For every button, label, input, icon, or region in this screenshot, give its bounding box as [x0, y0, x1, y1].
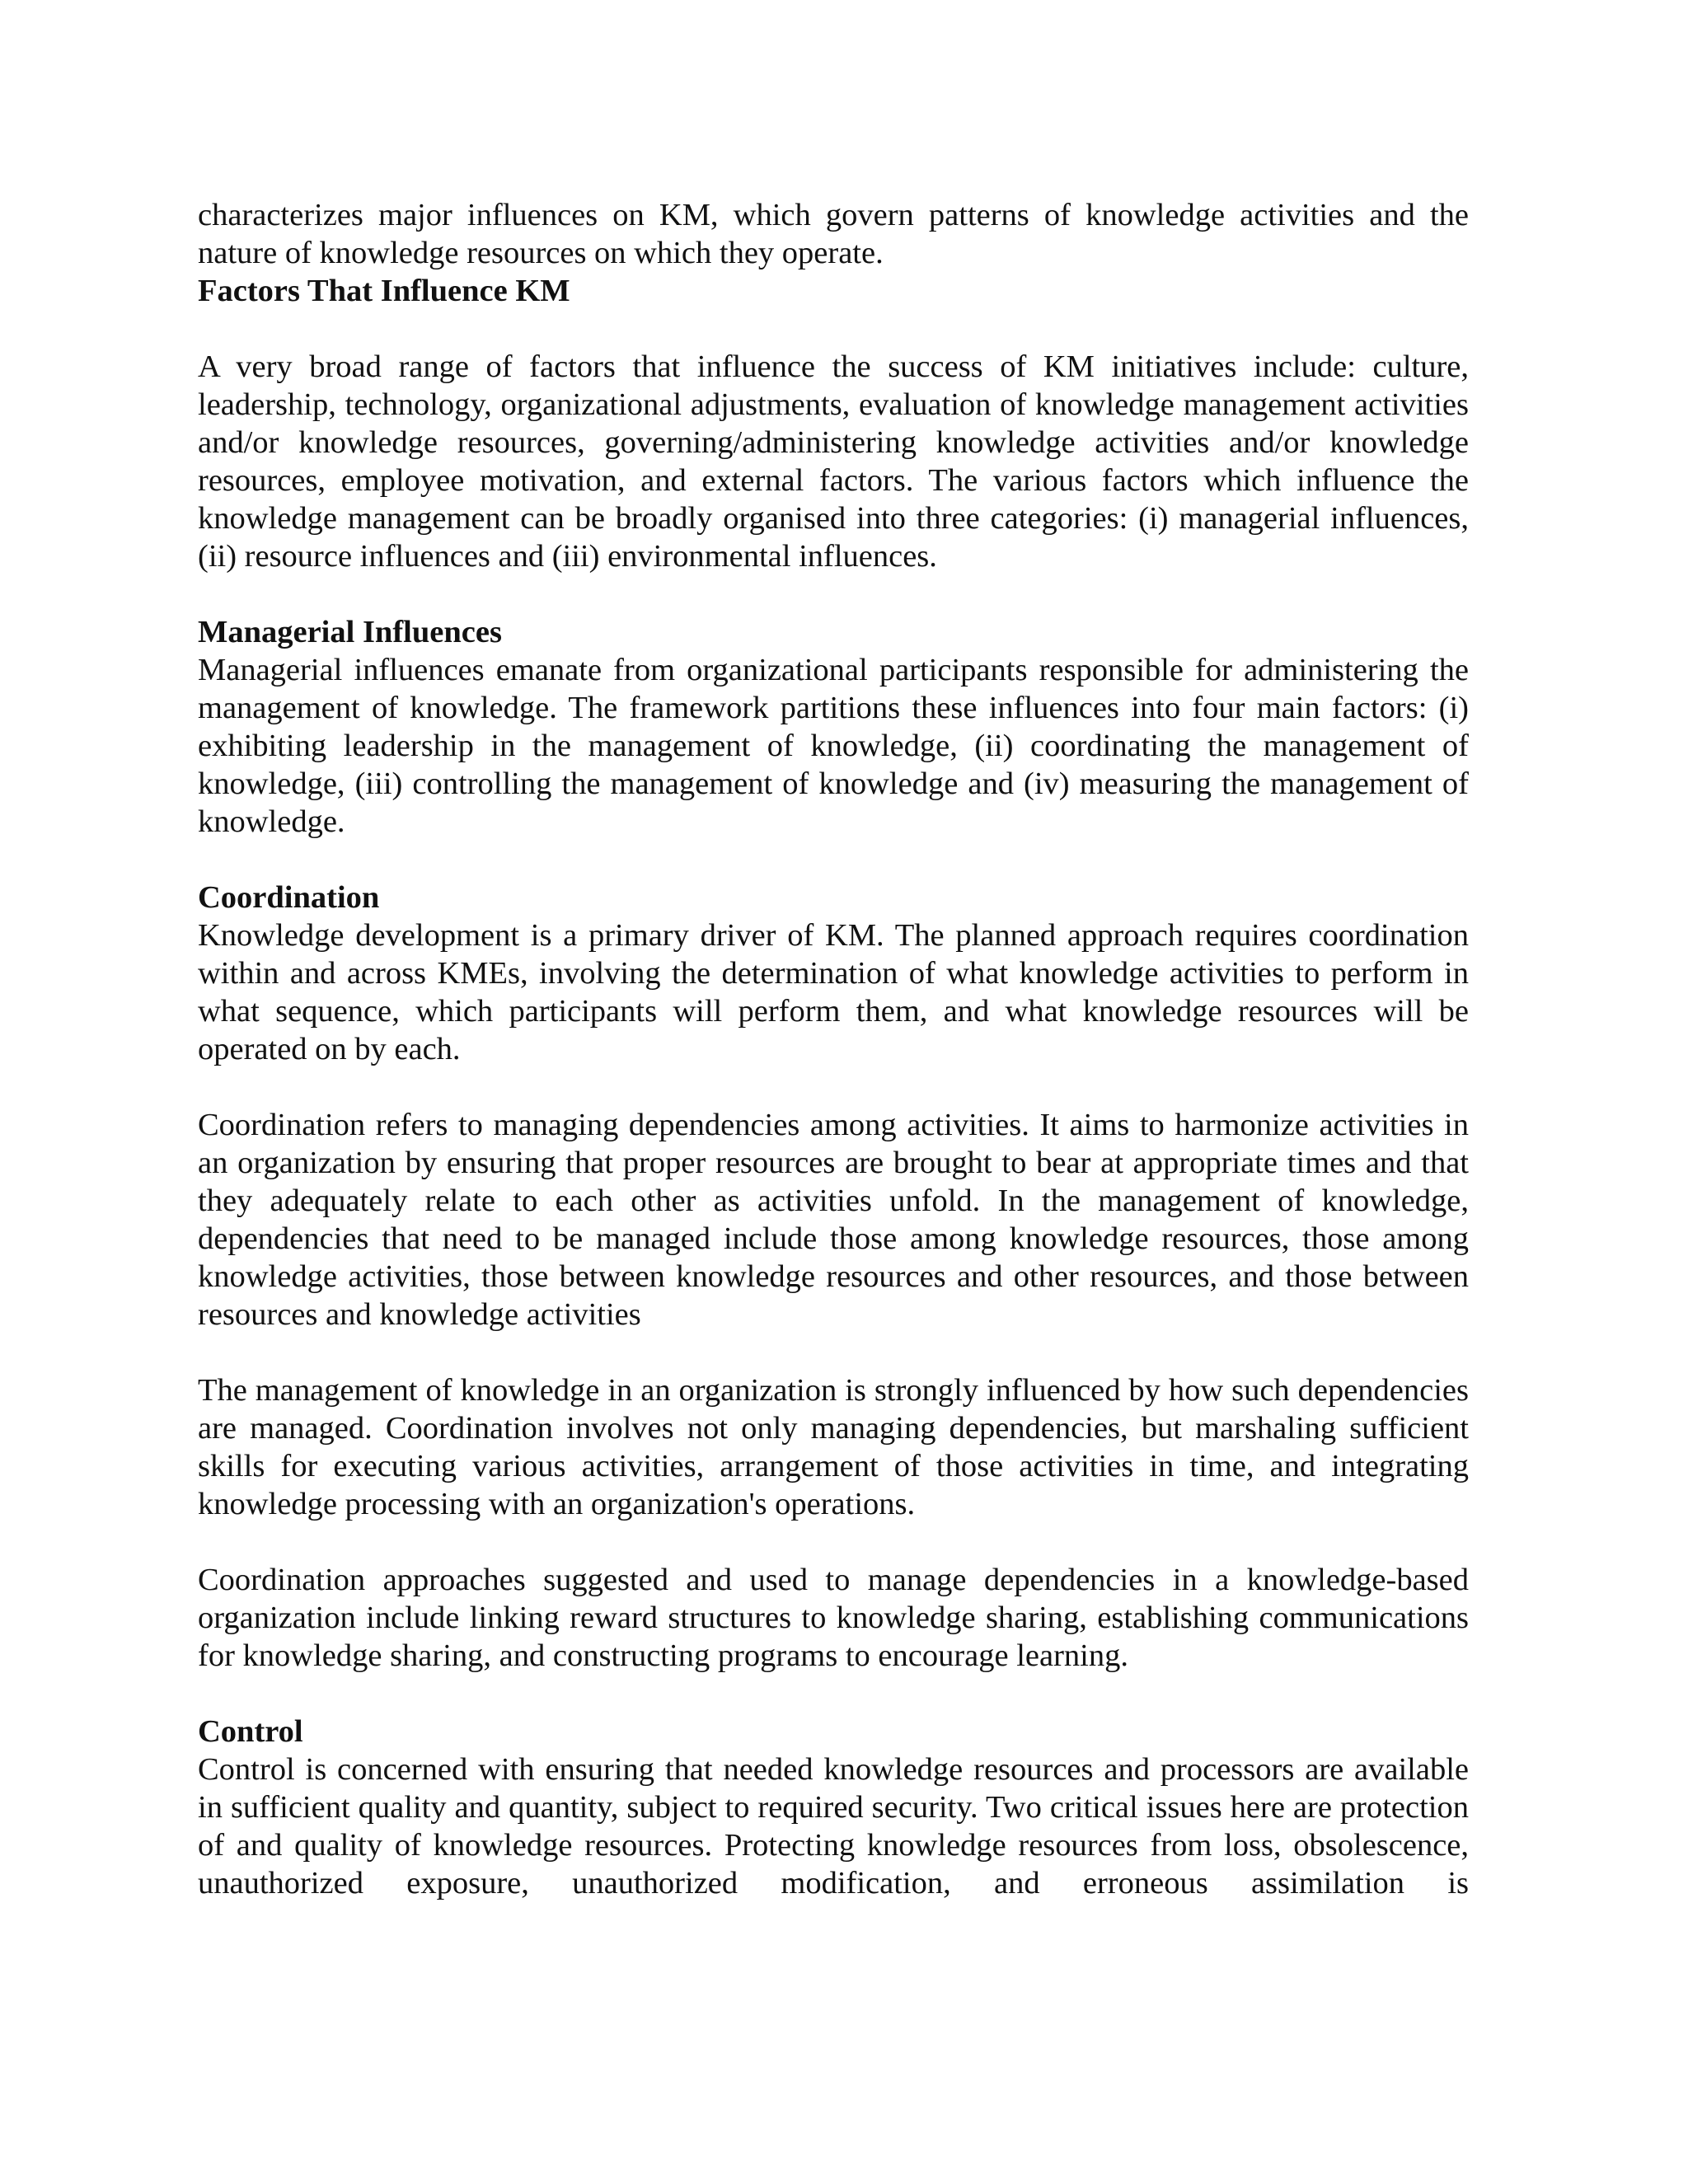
coordination-paragraph-1: Knowledge development is a primary driver of KM. The planned approach requires coordination within and across KMEs, involving the determination of what knowledge activities to perform in what sequence, which participants will perform them, and what knowledge resources will be operated on by each. [198, 918, 1469, 1066]
coordination-paragraph-2: Coordination refers to managing dependencies among activities. It aims to harmonize activities in an organization by ensuring that proper resources are brought to bear at appropriate times and that they adequately relate to each other as activities unfold. In the management of knowledge, dependencies that need to be managed include those among knowledge resources, those among knowledge activities, those between knowledge resources and other resources, and those between resources and knowledge activities [198, 1108, 1469, 1332]
coordination-paragraph-4: Coordination approaches suggested and used to manage dependencies in a knowledge-based organization include linking reward structures to knowledge sharing, establishing communications for knowledge sharing, and constructing programs to encourage learning. [198, 1563, 1469, 1673]
control-heading: Control [198, 1714, 303, 1749]
spacer [198, 1333, 1469, 1371]
intro-paragraph: characterizes major influences on KM, which govern patterns of knowledge activities and the nature of knowledge resources on which they operate. [198, 198, 1469, 270]
spacer [198, 575, 1469, 613]
control-paragraph: Control is concerned with ensuring that needed knowledge resources and processors are available in sufficient quality and quantity, subject to required security. Two critical issues here are protection of and quality of knowledge resources. Protecting knowledge resources from loss, obsolescence, unauthorized exposure, unauthorized modification, and erroneous assimilation is [198, 1752, 1469, 1900]
spacer [198, 841, 1469, 879]
managerial-paragraph: Managerial influences emanate from organizational participants responsible for administering the management of knowledge. The framework partitions these influences into four main factors: (i) exhibiting leadership in the management of knowledge, (ii) coordinating the management of knowledge, (iii) controlling the management of knowledge and (iv) measuring the management of knowledge. [198, 653, 1469, 839]
factors-heading: Factors That Influence KM [198, 274, 570, 308]
coordination-paragraph-3: The management of knowledge in an organization is strongly influenced by how such dependencies are managed. Coordination involves not only managing dependencies, but marshaling sufficient skills for executing various activities, arrangement of those activities in time, and integrating knowledge processing with an organization's operations. [198, 1373, 1469, 1521]
spacer [198, 310, 1469, 348]
document-page [198, 196, 1469, 1902]
factors-paragraph: A very broad range of factors that influence the success of KM initiatives include: culture, leadership, technology, organizational adjustments, evaluation of knowledge management activities and/or knowledge resources, governing/administering knowledge activities and/or knowledge resources, employee motivation, and external factors. The various factors which influence the knowledge management can be broadly organised into three categories: (i) managerial influences, (ii) resource influences and (iii) environmental influences. [198, 349, 1469, 574]
spacer [198, 1523, 1469, 1561]
managerial-heading: Managerial Influences [198, 615, 502, 649]
spacer [198, 1068, 1469, 1106]
coordination-heading: Coordination [198, 880, 380, 915]
spacer [198, 1675, 1469, 1713]
